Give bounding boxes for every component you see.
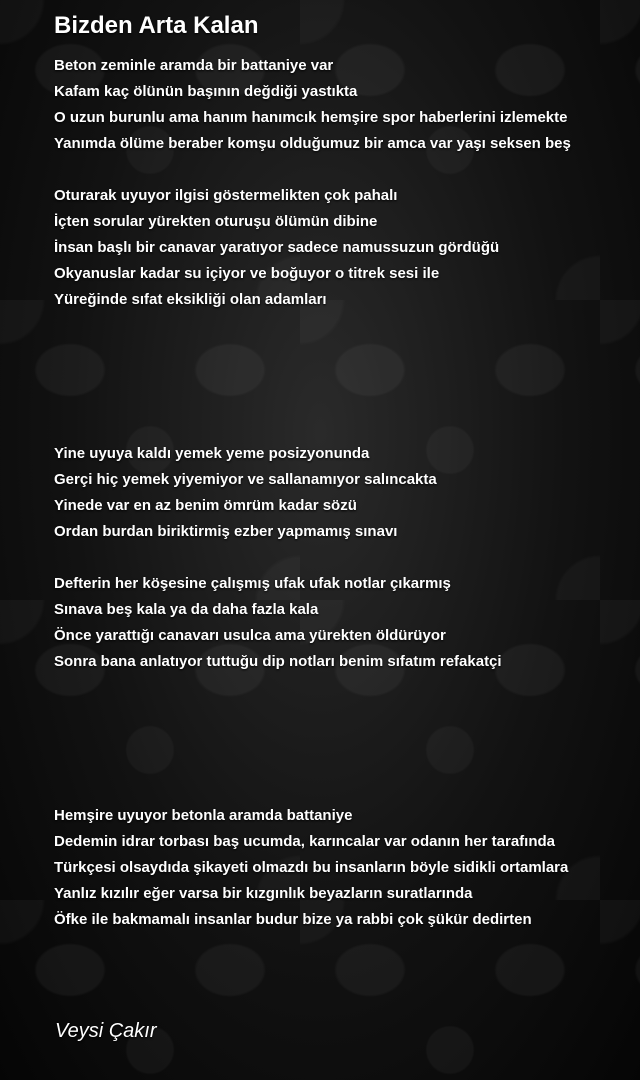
poem-line: Yinede var en az benim ömrüm kadar sözü (54, 497, 357, 514)
poem-line: Okyanuslar kadar su içiyor ve boğuyor o titrek sesi ile (54, 265, 440, 282)
stanza-spacer (54, 313, 636, 441)
stanza-spacer (54, 675, 636, 803)
poem-line: Yanlız kızılır eğer varsa bir kızgınlık beyazların suratlarında (54, 885, 473, 902)
poem-line: Ordan burdan biriktirmiş ezber yapmamış sınavı (54, 523, 398, 540)
poem-line: O uzun burunlu ama hanım hanımcık hemşire spor haberlerini izlemekte (54, 109, 568, 126)
poem-line: Gerçi hiç yemek yiyemiyor ve sallanamıyor salıncakta (54, 471, 437, 488)
poem-title: Bizden Arta Kalan (54, 12, 259, 39)
poem-line: Defterin her köşesine çalışmış ufak ufak notlar çıkarmış (54, 575, 451, 592)
poem-line: Sınava beş kala ya da daha fazla kala (54, 601, 319, 618)
poem-line: İnsan başlı bir canavar yaratıyor sadece namussuzun gördüğü (54, 239, 500, 256)
poem-line: Yüreğinde sıfat eksikliği olan adamları (54, 291, 327, 308)
poem-line: Hemşire uyuyor betonla aramda battaniye (54, 807, 353, 824)
stanza-4 (54, 571, 636, 675)
poem-line: Öfke ile bakmamalı insanlar budur bize ya rabbi çok şükür dedirten (54, 911, 532, 928)
poem-line: Yine uyuya kaldı yemek yeme posizyonunda (54, 445, 370, 462)
poem-line: Önce yarattığı canavarı usulca ama yürekten öldürüyor (54, 627, 446, 644)
poem-line: Oturarak uyuyor ilgisi göstermelikten çok pahalı (54, 187, 398, 204)
stanza-1 (54, 53, 636, 157)
stanza-spacer (54, 157, 636, 183)
stanza-3 (54, 441, 636, 545)
stanza-2 (54, 183, 636, 313)
poem-line: İçten sorular yürekten oturuşu ölümün dibine (54, 213, 378, 230)
stanza-5 (54, 803, 636, 933)
stanza-spacer (54, 545, 636, 571)
poem-author: Veysi Çakır (55, 1020, 157, 1042)
poem-line: Kafam kaç ölünün başının değdiği yastıkta (54, 83, 358, 100)
poem-line: Türkçesi olsaydıda şikayeti olmazdı bu insanların böyle sidikli ortamlara (54, 859, 569, 876)
poem-line: Dedemin idrar torbası baş ucumda, karıncalar var odanın her tarafında (54, 833, 555, 850)
poem-body (54, 53, 636, 933)
poem-line: Sonra bana anlatıyor tuttuğu dip notları benim sıfatım refakatçi (54, 653, 502, 670)
poem-line: Beton zeminle aramda bir battaniye var (54, 57, 334, 74)
poem-line: Yanımda ölüme beraber komşu olduğumuz bir amca var yaşı seksen beş (54, 135, 571, 152)
